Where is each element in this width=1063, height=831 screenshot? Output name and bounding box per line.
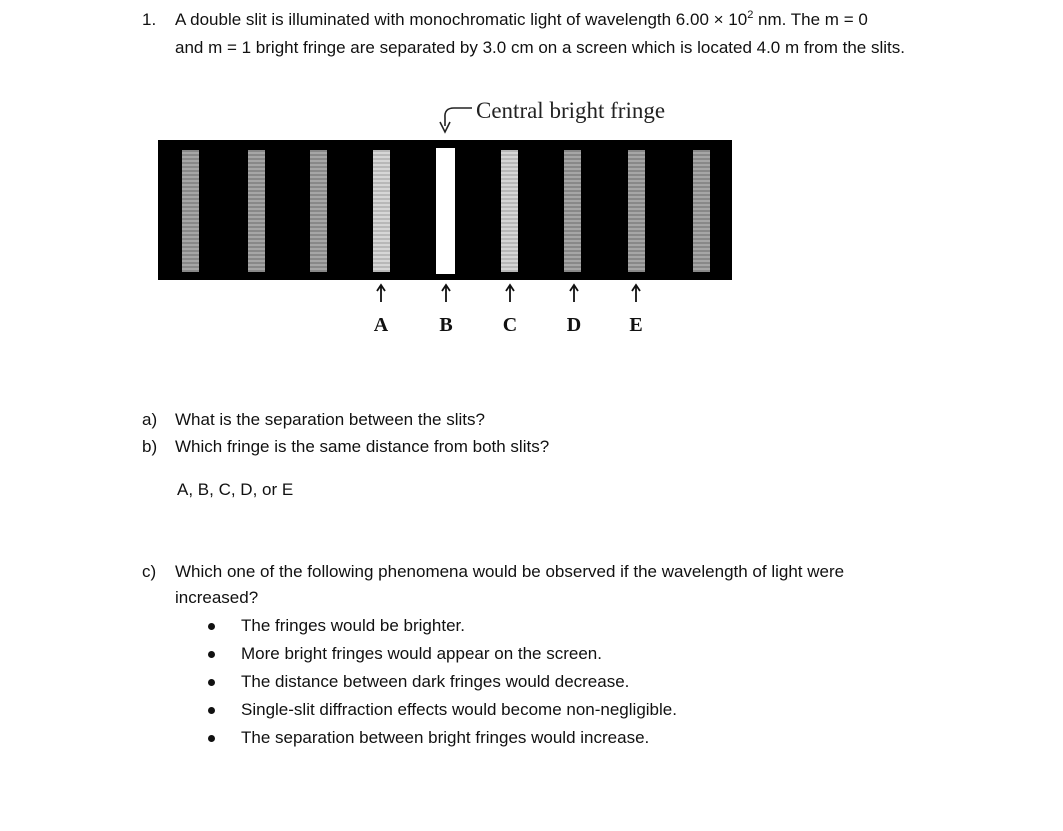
fringe bbox=[693, 150, 710, 272]
arrow-up-icon bbox=[631, 283, 641, 303]
option-item: More bright fringes would appear on the screen. bbox=[241, 644, 602, 663]
bullet-icon bbox=[208, 651, 215, 658]
figure-caption: Central bright fringe bbox=[476, 98, 666, 123]
question-b-text: Which fringe is the same distance from both slits? bbox=[175, 437, 550, 456]
fringe bbox=[501, 150, 518, 272]
fringe bbox=[182, 150, 199, 272]
intro-text-post: nm. The m = 0 bbox=[753, 10, 868, 29]
marker-b: B bbox=[439, 314, 453, 336]
fringe bbox=[628, 150, 645, 272]
question-a-text: What is the separation between the slits? bbox=[175, 410, 485, 429]
question-c-label: c) bbox=[142, 562, 157, 581]
arrow-up-icon bbox=[569, 283, 579, 303]
problem-intro-line2: and m = 1 bright fringe are separated by 3.0 cm on a screen which is located 4.0 m from the slits. bbox=[175, 38, 905, 57]
intro-text-pre: A double slit is illuminated with monochromatic light of wavelength 6.00 × 10 bbox=[175, 10, 748, 29]
marker-c: C bbox=[502, 314, 518, 336]
bullet-icon bbox=[208, 679, 215, 686]
fringe bbox=[373, 150, 390, 272]
exponent: 2 bbox=[747, 9, 754, 21]
central-bright-fringe bbox=[436, 148, 455, 274]
question-b-label: b) bbox=[142, 437, 158, 456]
option-item: The distance between dark fringes would decrease. bbox=[241, 672, 630, 691]
fringe bbox=[248, 150, 265, 272]
question-c-text-line1: Which one of the following phenomena would be observed if the wavelength of light were bbox=[175, 562, 845, 581]
fringe-screen bbox=[158, 140, 732, 280]
arrow-up-icon bbox=[441, 283, 451, 303]
bullet-icon bbox=[208, 707, 215, 714]
arrow-up-icon bbox=[376, 283, 386, 303]
option-item: The separation between bright fringes would increase. bbox=[241, 728, 650, 747]
fringe bbox=[310, 150, 327, 272]
curved-arrow-icon bbox=[436, 102, 476, 136]
marker-e: E bbox=[629, 314, 643, 336]
question-c-text-line2: increased? bbox=[175, 588, 259, 607]
bullet-icon bbox=[208, 623, 215, 630]
problem-intro-line1 bbox=[175, 9, 868, 31]
option-item: Single-slit diffraction effects would become non-negligible. bbox=[241, 700, 677, 719]
problem-number: 1. bbox=[142, 10, 157, 29]
marker-a: A bbox=[373, 314, 389, 336]
question-b-choices: A, B, C, D, or E bbox=[177, 480, 294, 499]
bullet-icon bbox=[208, 735, 215, 742]
option-item: The fringes would be brighter. bbox=[241, 616, 465, 635]
marker-d: D bbox=[566, 314, 582, 336]
question-a-label: a) bbox=[142, 410, 158, 429]
arrow-up-icon bbox=[505, 283, 515, 303]
fringe bbox=[564, 150, 581, 272]
